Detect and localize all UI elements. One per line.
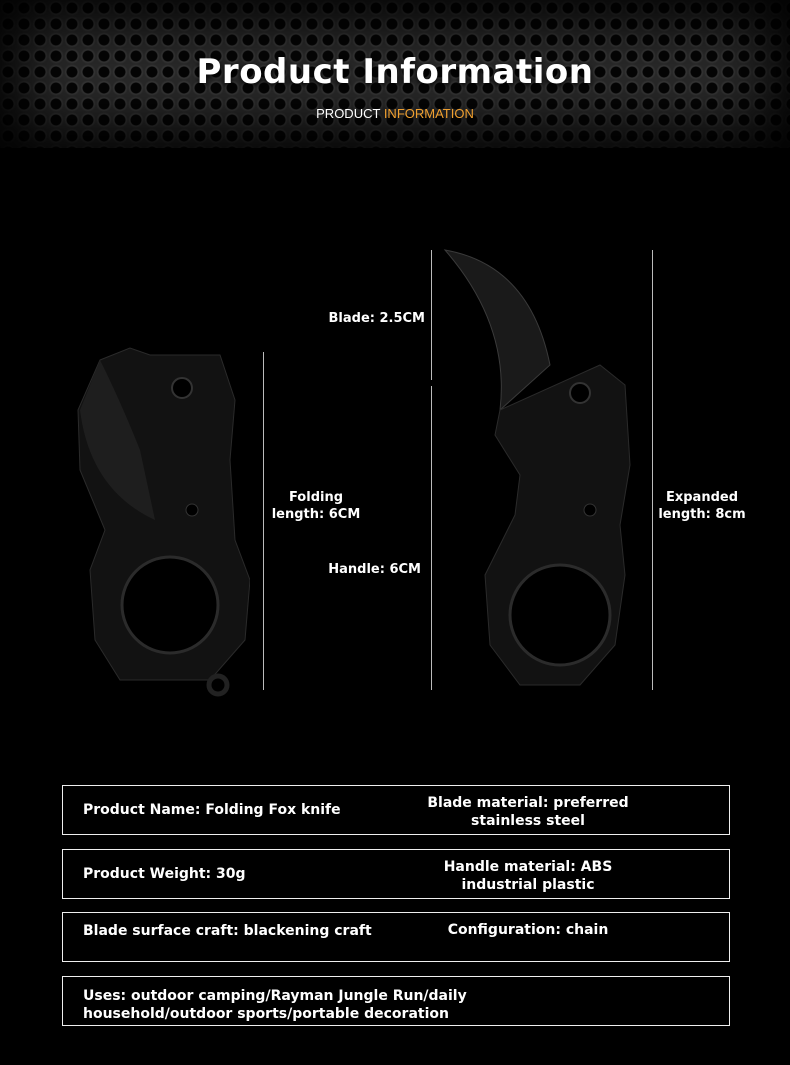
spec-handle-material	[403, 858, 653, 894]
page-title: Product Information	[196, 52, 594, 92]
blade-length-label: Blade: 2.5CM	[328, 311, 425, 326]
folding-length-line	[263, 352, 264, 690]
expanded-knife-image	[440, 245, 640, 695]
label-line: Uses: outdoor camping/Rayman Jungle Run/daily	[83, 988, 467, 1004]
label-line: Expanded	[665, 490, 739, 505]
handle-length-label: Handle: 6CM	[328, 562, 421, 577]
expanded-length-line	[652, 250, 653, 690]
spec-row	[62, 976, 730, 1026]
label-line: Handle material: ABS	[443, 859, 613, 875]
folded-knife-image	[70, 340, 250, 700]
spec-surface-craft: Blade surface craft: blackening craft	[83, 923, 372, 939]
spec-blade-material	[403, 794, 653, 830]
spec-product-weight: Product Weight: 30g	[83, 866, 246, 882]
folding-length-label	[266, 489, 366, 523]
subtitle-accent: INFORMATION	[383, 106, 474, 121]
expanded-length-label	[650, 489, 754, 523]
label-line: industrial plastic	[461, 877, 595, 893]
spec-uses	[83, 987, 467, 1023]
label-line: length: 6CM	[271, 507, 361, 522]
blade-length-line	[431, 250, 432, 380]
label-line: length: 8cm	[658, 507, 746, 522]
subtitle-part: PRODUCT	[316, 106, 381, 121]
spec-row	[62, 912, 730, 962]
spec-product-name: Product Name: Folding Fox knife	[83, 802, 341, 818]
handle-length-line	[431, 386, 432, 690]
page-subtitle	[0, 106, 790, 121]
spec-configuration: Configuration: chain	[447, 922, 609, 938]
spec-row	[62, 785, 730, 835]
label-line: stainless steel	[471, 813, 585, 829]
label-line: household/outdoor sports/portable decoration	[83, 1006, 449, 1022]
label-line: Folding	[288, 490, 344, 505]
spec-row	[62, 849, 730, 899]
label-line: Blade material: preferred	[427, 795, 629, 811]
